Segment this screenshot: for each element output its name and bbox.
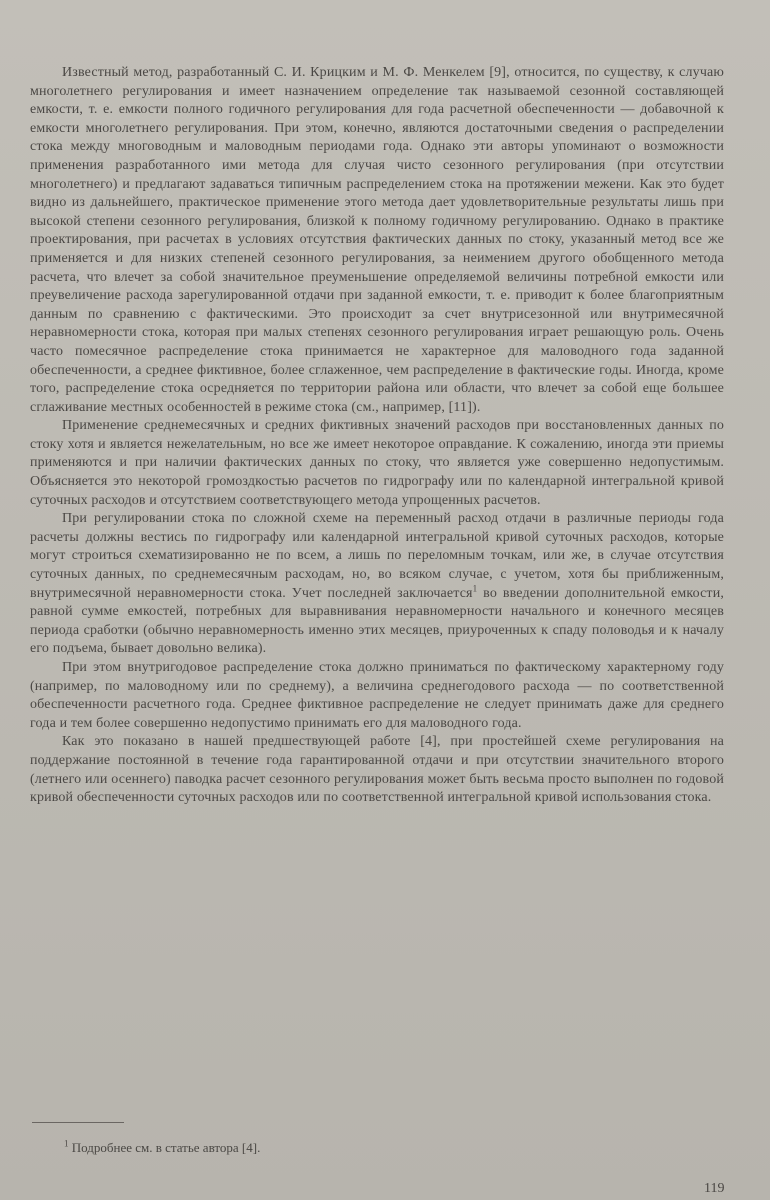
page-number: 119	[704, 1181, 725, 1196]
paragraph-1: Известный метод, разработанный С. И. Крицким и М. Ф. Менкелем [9], относится, по существу, к случаю многолетнего регулирования и имеет назначением определение так называемой сезонной составляющей емкости, т. е. емкости полного годичного регулирования для года расчетной обеспеченности — добавочной к емкости многолетнего регулирования. При этом, конечно, являются достаточными сведения о распределении стока между многоводным и маловодным периодами года. Однако эти авторы упоминают о возможности применения разработанного ими метода для случая чисто сезонного регулирования (при отсутствии многолетнего) и предлагают задаваться типичным распределением стока на протяжении межени. Как это будет видно из дальнейшего, практическое применение этого метода дает удовлетворительные результаты лишь при высокой степени сезонного регулирования, близкой к полному годичному регулированию. Однако в практике проектирования, при расчетах в условиях отсутствия фактических данных по стоку, указанный метод все же применяется и для низких степеней сезонного регулирования, за неимением другого обобщенного метода расчета, что влечет за собой значительное преуменьшение определяемой величины потребной емкости или преувеличение расхода зарегулированной отдачи при заданной емкости, т. е. приводит к более благоприятным данным по сравнению с фактическими. Это происходит за счет внутрисезонной или внутримесячной неравномерности стока, которая при малых степенях сезонного регулирования играет решающую роль. Очень часто помесячное распределение стока принимается не характерное для маловодного года заданной обеспеченности, а среднее фиктивное, более сглаженное, чем распределение в фактические годы. Иногда, кроме того, распределение стока осредняется по территории района или области, что влечет за собой еще большее сглаживание местных особенностей в режиме стока (см., например, [11]).	[30, 65, 724, 415]
paragraph-3-tail: во введении дополнительной емкости, равной сумме емкостей, потребных для выравнивания неравномерности начального и конечного месяцев периода сработки (обычно неравномерность именно этих месяцев, приуроченных к спаду половодья и к началу его подъема, бывает довольно велика).	[30, 585, 724, 657]
footnote	[64, 1140, 260, 1156]
paragraph-3	[30, 510, 724, 659]
paragraph-2: Применение среднемесячных и средних фиктивных значений расходов при восстановленных данных по стоку хотя и является нежелательным, но все же имеет некоторое оправдание. К сожалению, иногда эти приемы применяются и при наличии фактических данных по стоку, что является уже совершенно недопустимым. Объясняется это некоторой громоздкостью расчетов по гидрографу или по календарной интегральной кривой суточных расходов и отсутствием соответствующего метода упрощенных расчетов.	[30, 418, 724, 508]
paragraph-5: Как это показано в нашей предшествующей работе [4], при простейшей схеме регулирования на поддержание постоянной в течение года гарантированной отдачи и при отсутствии значительного второго (летнего или осеннего) паводка расчет сезонного регулирования может быть весьма просто выполнен по годовой кривой обеспеченности суточных расходов или по соответственной интегральной кривой использования стока.	[30, 734, 724, 806]
paragraph-4: При этом внутригодовое распределение стока должно приниматься по фактическому характерному году (например, по маловодному или по среднему), а величина среднегодового расхода — по соответственной обеспеченности расчетного года. Среднее фиктивное распределение не следует принимать даже для среднего года и тем более совершенно недопустимо принимать его для маловодного года.	[30, 660, 724, 731]
footnote-text: Подробнее см. в статье автора [4].	[68, 1140, 261, 1155]
footnote-separator	[32, 1122, 124, 1123]
body-text	[30, 64, 724, 808]
footnote-reference: 1	[472, 582, 478, 593]
footnote-mark: 1	[64, 1138, 69, 1149]
paragraph-3-text: При регулировании стока по сложной схеме на переменный расход отдачи в различные периоды года расчеты должны вестись по гидрографу или календарной интегральной кривой суточных расходов, которые могут строиться схематизированно не по всем, а лишь по переломным точкам, или же, в случае отсутствия суточных данных, по среднемесячным расходам, но, во всяком случае, с учетом, хотя бы приближенным, внутримесячной неравномерности стока. Учет последней заключается	[30, 511, 724, 601]
